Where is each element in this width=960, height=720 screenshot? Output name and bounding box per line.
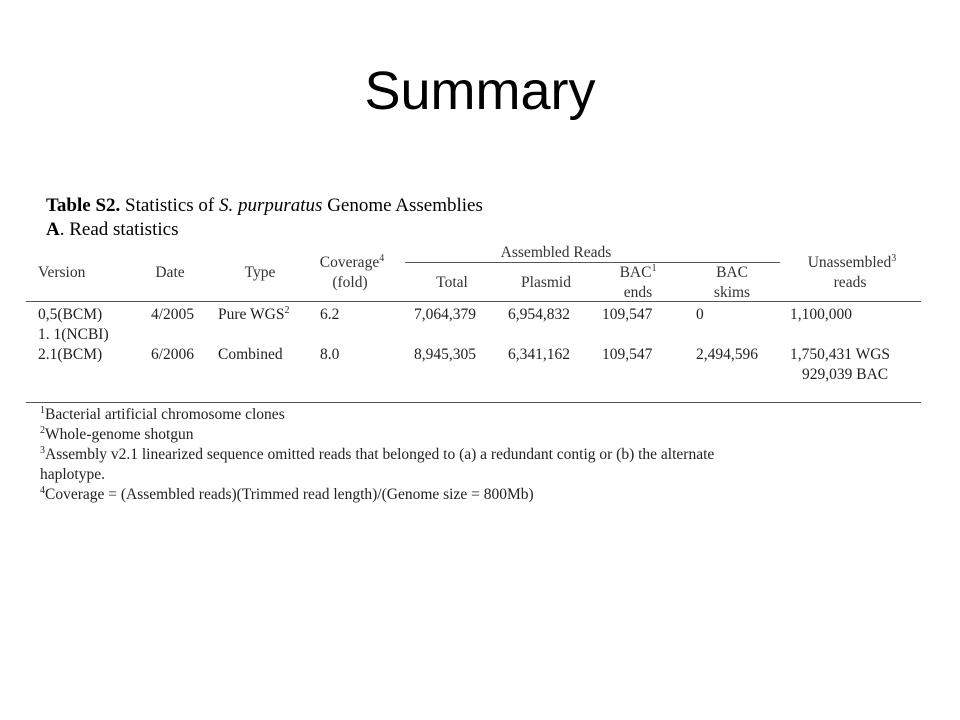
header-rule: [26, 301, 921, 302]
section-letter: A: [46, 219, 60, 240]
cell-bac-skims: 0: [696, 306, 704, 323]
header-unassembled-label: Unassembled: [807, 254, 892, 271]
footnote-number: 3: [40, 444, 45, 456]
cell-version: 0,5(BCM): [38, 306, 103, 323]
footnote-number: 4: [40, 484, 45, 496]
header-unassembled-sup: 3: [891, 252, 897, 264]
footnote: [40, 445, 714, 464]
header-coverage-label: Coverage: [319, 254, 380, 271]
header-coverage-sup: 4: [379, 252, 385, 264]
species-name: S. purpuratus: [218, 195, 323, 216]
header-bac-ends-label: BAC: [619, 264, 652, 281]
footnote-text: Bacterial artificial chromosome clones: [45, 406, 285, 423]
slide-title: Summary: [364, 61, 596, 121]
header-bac-ends-2: ends: [623, 284, 653, 301]
cell-date: 6/2006: [151, 346, 195, 363]
header-assembled-reads: Assembled Reads: [500, 244, 612, 261]
bottom-rule: [26, 402, 921, 403]
footnote: [40, 405, 285, 424]
header-coverage-unit: (fold): [332, 274, 368, 291]
header-total: Total: [436, 274, 468, 291]
cell-unassembled: 1,100,000: [790, 306, 852, 323]
footnote: [40, 485, 534, 504]
section-text: . Read statistics: [59, 219, 179, 240]
header-unassembled: [808, 253, 897, 272]
cell-coverage: 6.2: [320, 306, 340, 323]
header-bac-ends: [620, 263, 657, 282]
cell-total: 8,945,305: [414, 346, 476, 363]
cell-unassembled-2: 929,039 BAC: [802, 366, 889, 383]
table-title: [46, 195, 483, 217]
cell-type: [218, 305, 289, 324]
cell-unassembled: 1,750,431 WGS: [790, 346, 891, 363]
footnote: [40, 425, 194, 444]
table-subtitle: [46, 219, 178, 241]
header-date: Date: [155, 264, 185, 281]
cell-plasmid: 6,954,832: [508, 306, 570, 323]
footnote-text: haplotype.: [40, 466, 105, 483]
cell-date: 4/2005: [151, 306, 195, 323]
footnote: [40, 465, 105, 484]
header-version: Version: [38, 264, 86, 281]
cell-type: Combined: [218, 346, 283, 363]
footnote-text: Assembly v2.1 linearized sequence omitted reads that belonged to (a) a redundant contig or (b) the alternate: [45, 446, 715, 463]
header-unassembled-2: reads: [833, 274, 867, 291]
cell-total: 7,064,379: [414, 306, 476, 323]
footnote-number: 2: [40, 424, 45, 436]
header-coverage: [320, 253, 384, 272]
cell-bac-ends: 109,547: [602, 346, 653, 363]
cell-version: 1. 1(NCBI): [38, 326, 109, 343]
cell-plasmid: 6,341,162: [508, 346, 570, 363]
cell-type-sup: 2: [284, 304, 290, 316]
cell-version: 2.1(BCM): [38, 346, 103, 363]
header-bac-skims-2: skims: [713, 284, 751, 301]
header-plasmid: Plasmid: [521, 274, 571, 291]
footnote-text: Whole-genome shotgun: [45, 426, 194, 443]
cell-bac-skims: 2,494,596: [696, 346, 758, 363]
table-label: Table S2.: [46, 195, 121, 216]
footnote-number: 1: [40, 404, 45, 416]
footnote-text: Coverage = (Assembled reads)(Trimmed read length)/(Genome size = 800Mb): [45, 486, 534, 503]
header-type: Type: [244, 264, 276, 281]
header-bac-skims: BAC: [716, 264, 748, 281]
table-title-suffix: Genome Assemblies: [322, 195, 483, 216]
cell-coverage: 8.0: [320, 346, 340, 363]
cell-type-text: Pure WGS: [218, 306, 285, 323]
header-bac-ends-sup: 1: [651, 262, 657, 274]
cell-bac-ends: 109,547: [602, 306, 653, 323]
table-title-prefix: Statistics of: [125, 195, 219, 216]
